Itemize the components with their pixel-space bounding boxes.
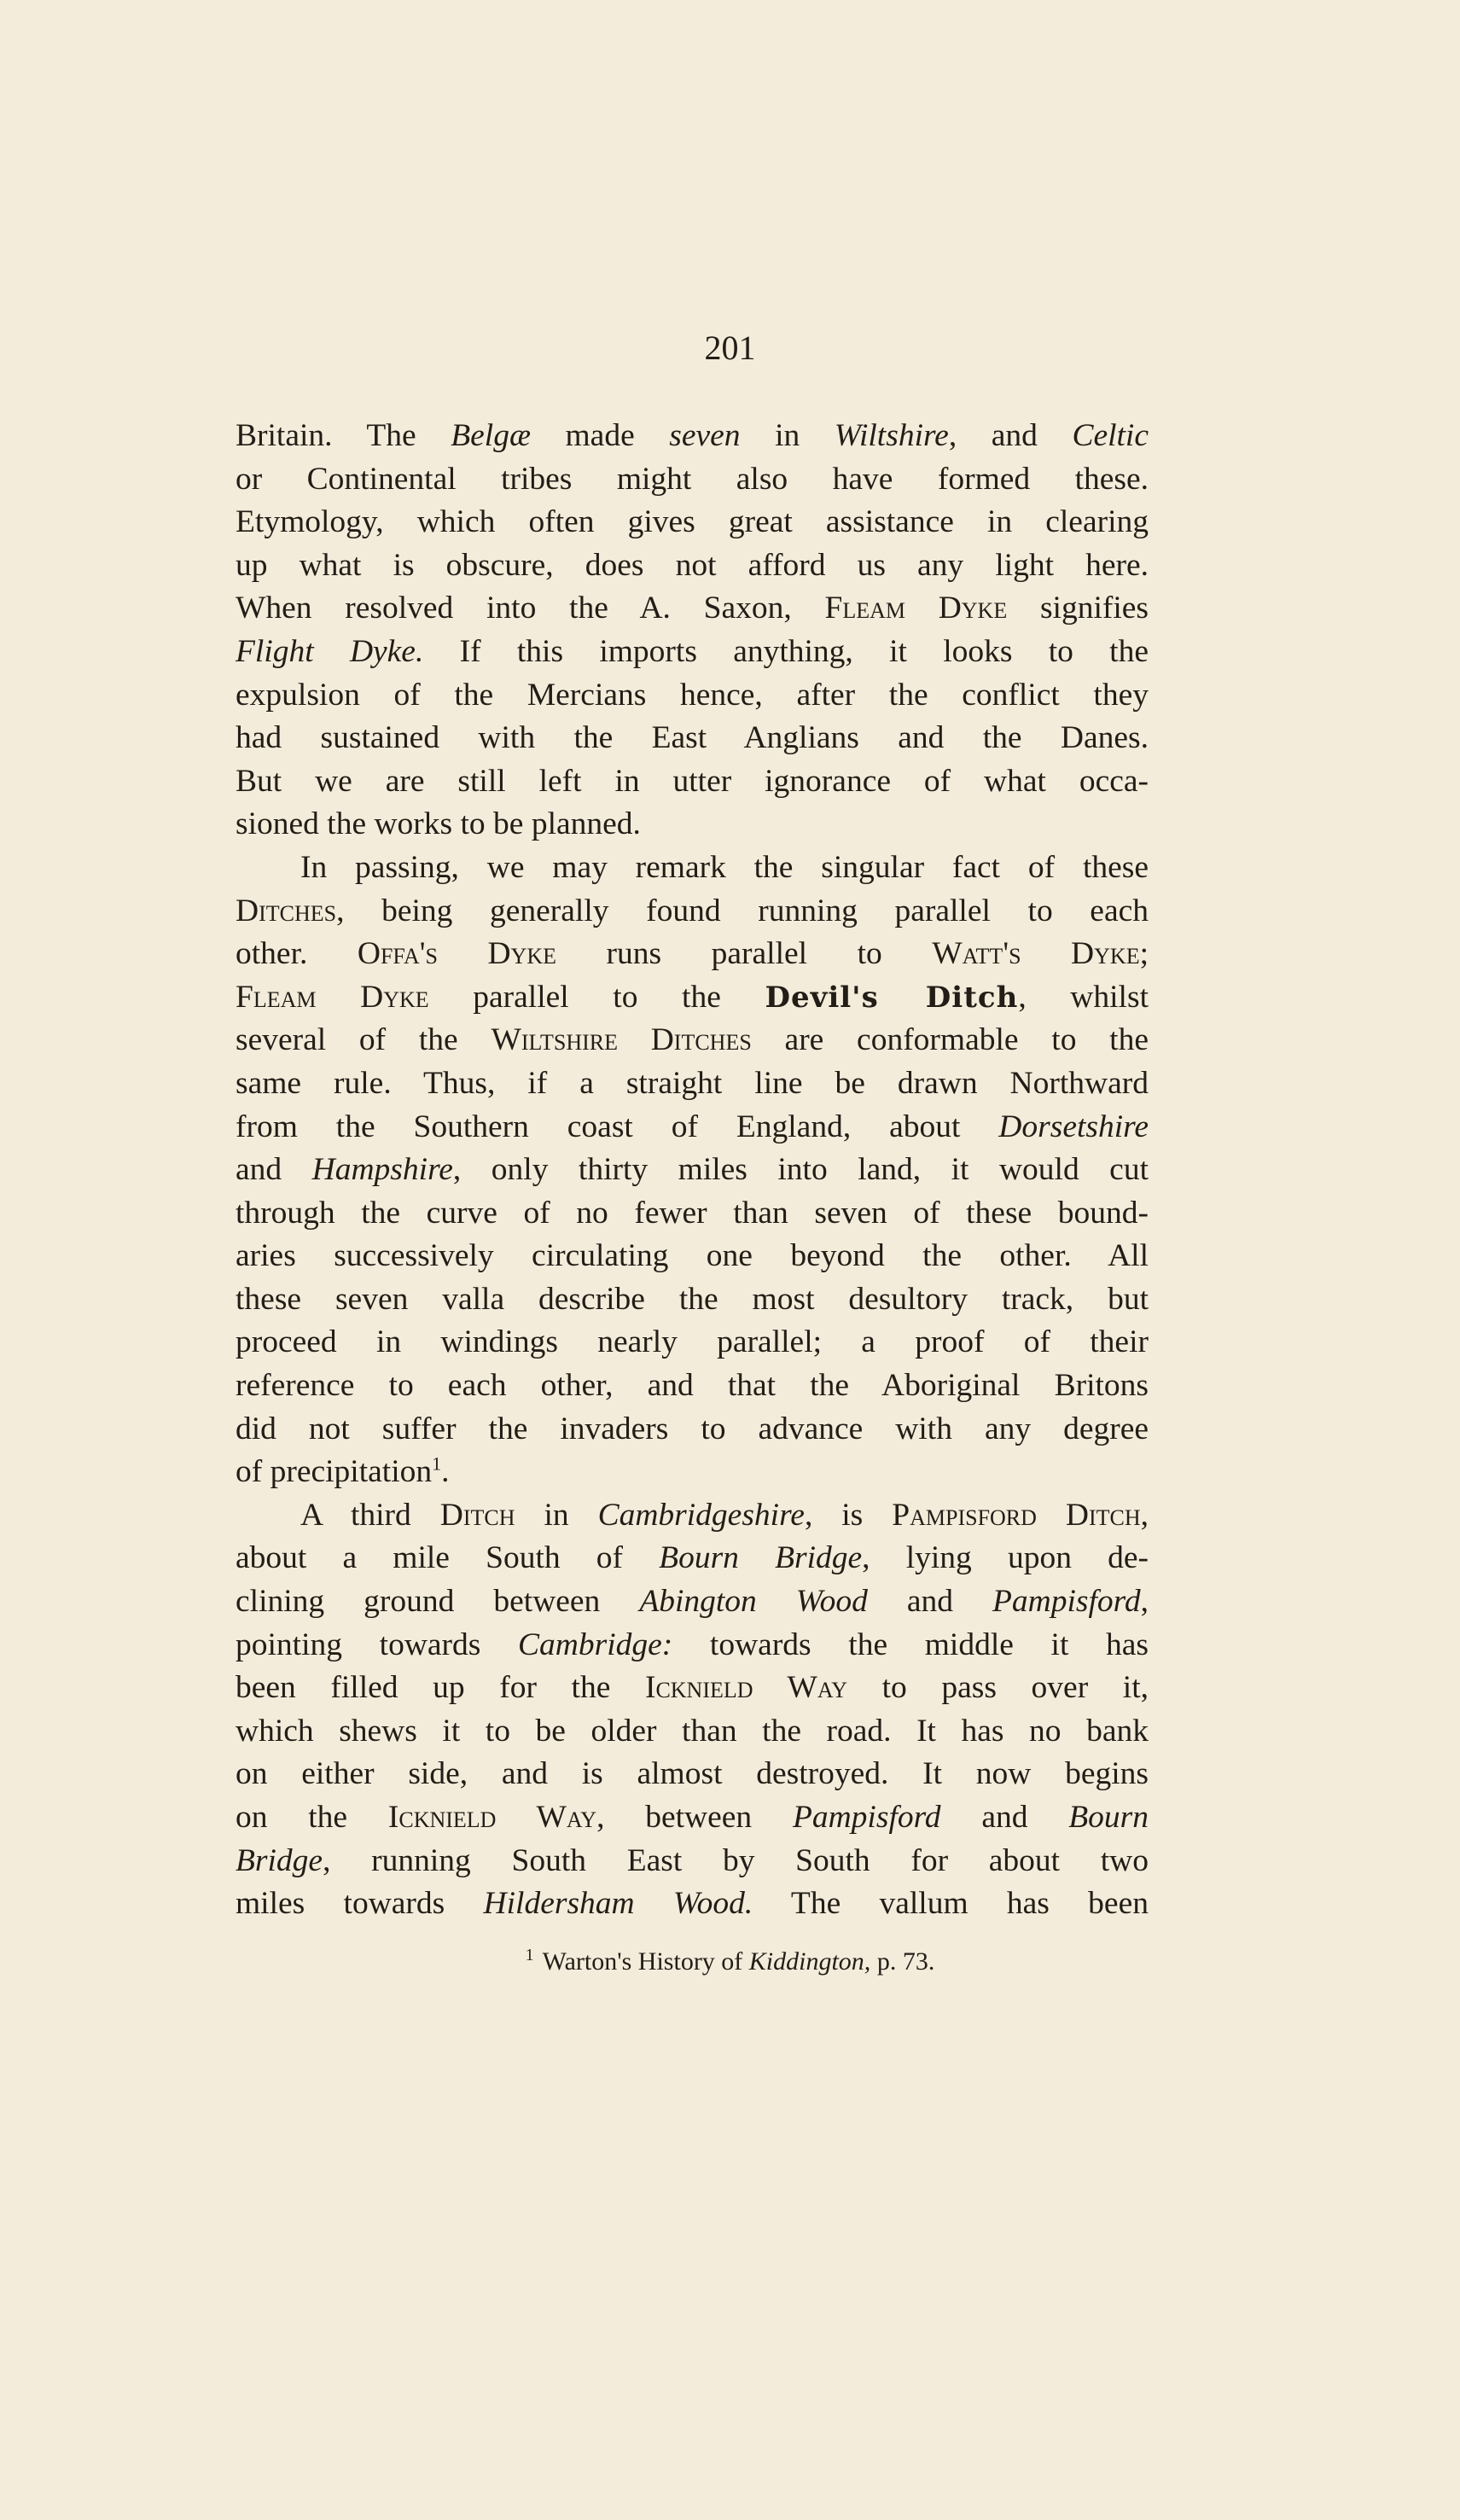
italic-text: Bourn Bridge — [659, 1540, 863, 1576]
text-line — [236, 1278, 1149, 1322]
text-line — [236, 458, 1149, 502]
text-run: If this imports anything, it looks to the — [423, 633, 1149, 669]
body-text — [236, 415, 1149, 1926]
text-line — [236, 1451, 1149, 1494]
text-line — [236, 674, 1149, 718]
small-caps-text: Watt's Dyke — [932, 936, 1140, 972]
text-line — [236, 1106, 1149, 1149]
text-run: signifies — [1007, 591, 1149, 626]
text-run: , running South East by South for about two — [323, 1842, 1149, 1878]
italic-text: Pampisford — [992, 1584, 1141, 1620]
text-run: towards the middle it has — [672, 1627, 1149, 1662]
text-line — [236, 1365, 1149, 1408]
text-line — [236, 1321, 1149, 1365]
text-line — [236, 1149, 1149, 1192]
text-line — [236, 760, 1149, 804]
text-line — [236, 890, 1149, 934]
text-run: on the — [236, 1800, 388, 1835]
italic-text: Hildersham Wood. — [483, 1886, 753, 1922]
text-run: of precipitation — [236, 1454, 433, 1490]
text-run: to pass over it, — [847, 1670, 1149, 1706]
italic-text: Flight Dyke. — [236, 633, 424, 669]
text-line — [236, 1710, 1149, 1754]
text-run: , is — [804, 1497, 893, 1533]
text-run: , being generally found running parallel to each — [336, 893, 1149, 928]
small-caps-text: Icknield Way — [387, 1800, 597, 1835]
text-run: reference to each other, and that the Aboriginal Britons — [236, 1368, 1149, 1404]
text-line — [236, 1840, 1149, 1883]
text-run: or Continental tribes might also have formed these. — [236, 461, 1149, 497]
text-run: in — [515, 1497, 598, 1533]
text-line — [236, 415, 1149, 458]
italic-text: Cambridge: — [518, 1627, 673, 1662]
italic-text: Abington Wood — [639, 1584, 868, 1620]
text-run: in — [740, 418, 835, 453]
text-run: p. 73. — [870, 1947, 935, 1976]
text-run: same rule. Thus, if a straight line be drawn Northward — [236, 1065, 1149, 1101]
small-caps-text: Pampisford Ditch — [892, 1497, 1141, 1533]
text-run: these seven valla describe the most desultory track, but — [236, 1281, 1149, 1317]
text-run: are conformable to the — [751, 1022, 1149, 1058]
text-run: parallel to the — [428, 979, 765, 1015]
text-line — [236, 717, 1149, 760]
text-run: expulsion of the Mercians hence, after the conflict they — [236, 677, 1149, 713]
text-line — [236, 1883, 1149, 1926]
text-line — [236, 1062, 1149, 1106]
small-caps-text: Icknield Way — [644, 1670, 848, 1706]
text-run: The vallum has been — [753, 1886, 1149, 1922]
italic-text: Kiddington, — [748, 1947, 871, 1976]
text-line — [236, 544, 1149, 588]
small-caps-text: Offa's Dyke — [357, 936, 556, 972]
text-line — [236, 587, 1149, 631]
text-run: several of the — [236, 1022, 492, 1058]
text-run: other. — [236, 936, 358, 972]
text-run: , between — [596, 1800, 793, 1835]
text-run: did not suffer the invaders to advance with any degree — [236, 1411, 1149, 1446]
italic-text: Cambridgeshire — [597, 1497, 805, 1533]
text-line — [236, 1235, 1149, 1278]
small-caps-text: Ditches — [236, 893, 337, 928]
text-run: proceed in windings nearly parallel; a proof of their — [236, 1324, 1149, 1360]
text-line — [236, 933, 1149, 976]
text-run: , whilst — [1018, 979, 1149, 1015]
text-line — [236, 631, 1149, 674]
blackletter-text: Devil's Ditch — [765, 980, 1019, 1015]
text-run: miles towards — [236, 1886, 484, 1922]
text-line — [236, 1537, 1149, 1580]
text-line — [236, 1667, 1149, 1710]
text-run: through the curve of no fewer than seven of these bound- — [236, 1195, 1149, 1231]
text-run: But we are still left in utter ignorance of what occa- — [236, 763, 1149, 799]
italic-text: Wiltshire — [834, 418, 949, 453]
italic-text: Belgæ — [451, 418, 531, 453]
small-caps-text: Ditch — [439, 1497, 515, 1533]
text-run: had sustained with the East Anglians and the Danes. — [236, 720, 1149, 756]
text-run: Warton's History of — [542, 1947, 749, 1976]
small-caps-text: Fleam Dyke — [824, 591, 1008, 626]
italic-text: Dorsetshire — [998, 1109, 1149, 1144]
text-run: , and — [948, 418, 1073, 453]
text-run: and — [867, 1584, 992, 1620]
text-run: aries successively circulating one beyond the other. All — [236, 1238, 1149, 1274]
text-run: , lying upon de- — [862, 1540, 1149, 1576]
text-run: been filled up for the — [236, 1670, 645, 1706]
text-line — [236, 1624, 1149, 1667]
text-line — [236, 1494, 1149, 1538]
text-line — [236, 1753, 1149, 1796]
text-line — [236, 1580, 1149, 1624]
text-line — [236, 847, 1149, 890]
text-run: sioned the works to be planned. — [236, 806, 641, 842]
footnote-text — [543, 1947, 935, 1976]
text-run: runs parallel to — [556, 936, 933, 972]
text-run: , only thirty miles into land, it would cut — [452, 1152, 1149, 1188]
text-run: In passing, we may remark the singular fact of these — [300, 849, 1149, 885]
italic-text: seven — [669, 418, 741, 453]
footnote-ref: 1 — [432, 1452, 442, 1475]
text-run: and — [940, 1800, 1069, 1835]
italic-text: Pampisford — [792, 1800, 941, 1835]
text-run: Britain. The — [236, 418, 451, 453]
italic-text: Bridge — [236, 1842, 323, 1878]
text-run: A third — [300, 1497, 440, 1533]
text-line — [236, 1019, 1149, 1062]
text-run: up what is obscure, does not afford us any light here. — [236, 547, 1149, 583]
small-caps-text: Fleam Dyke — [236, 979, 429, 1015]
text-run: about a mile South of — [236, 1540, 660, 1576]
text-run: , — [1140, 1584, 1149, 1620]
text-line — [236, 1192, 1149, 1236]
text-run: and — [236, 1152, 312, 1188]
text-line — [236, 1408, 1149, 1452]
text-run: Etymology, which often gives great assistance in clearing — [236, 504, 1149, 540]
footnote — [0, 1946, 1460, 1976]
text-line — [236, 1796, 1149, 1840]
text-line — [236, 803, 1149, 847]
text-line — [236, 501, 1149, 544]
text-run: ; — [1139, 936, 1149, 972]
text-run: made — [530, 418, 670, 453]
text-run: clining ground between — [236, 1584, 640, 1620]
small-caps-text: Wiltshire Ditches — [491, 1022, 752, 1058]
footnote-marker: 1 — [525, 1946, 534, 1964]
text-run: When resolved into the A. Saxon, — [236, 591, 825, 626]
text-line — [236, 976, 1149, 1020]
text-run: , — [1140, 1497, 1149, 1533]
text-run: on either side, and is almost destroyed. It now begins — [236, 1756, 1149, 1792]
text-run: which shews it to be older than the road. It has no bank — [236, 1713, 1149, 1749]
text-run: . — [441, 1454, 450, 1490]
italic-text: Bourn — [1068, 1800, 1149, 1835]
text-run: pointing towards — [236, 1627, 519, 1662]
text-run: from the Southern coast of England, about — [236, 1109, 999, 1144]
italic-text: Celtic — [1072, 418, 1149, 453]
italic-text: Hampshire — [311, 1152, 453, 1188]
page-number: 201 — [704, 329, 756, 367]
